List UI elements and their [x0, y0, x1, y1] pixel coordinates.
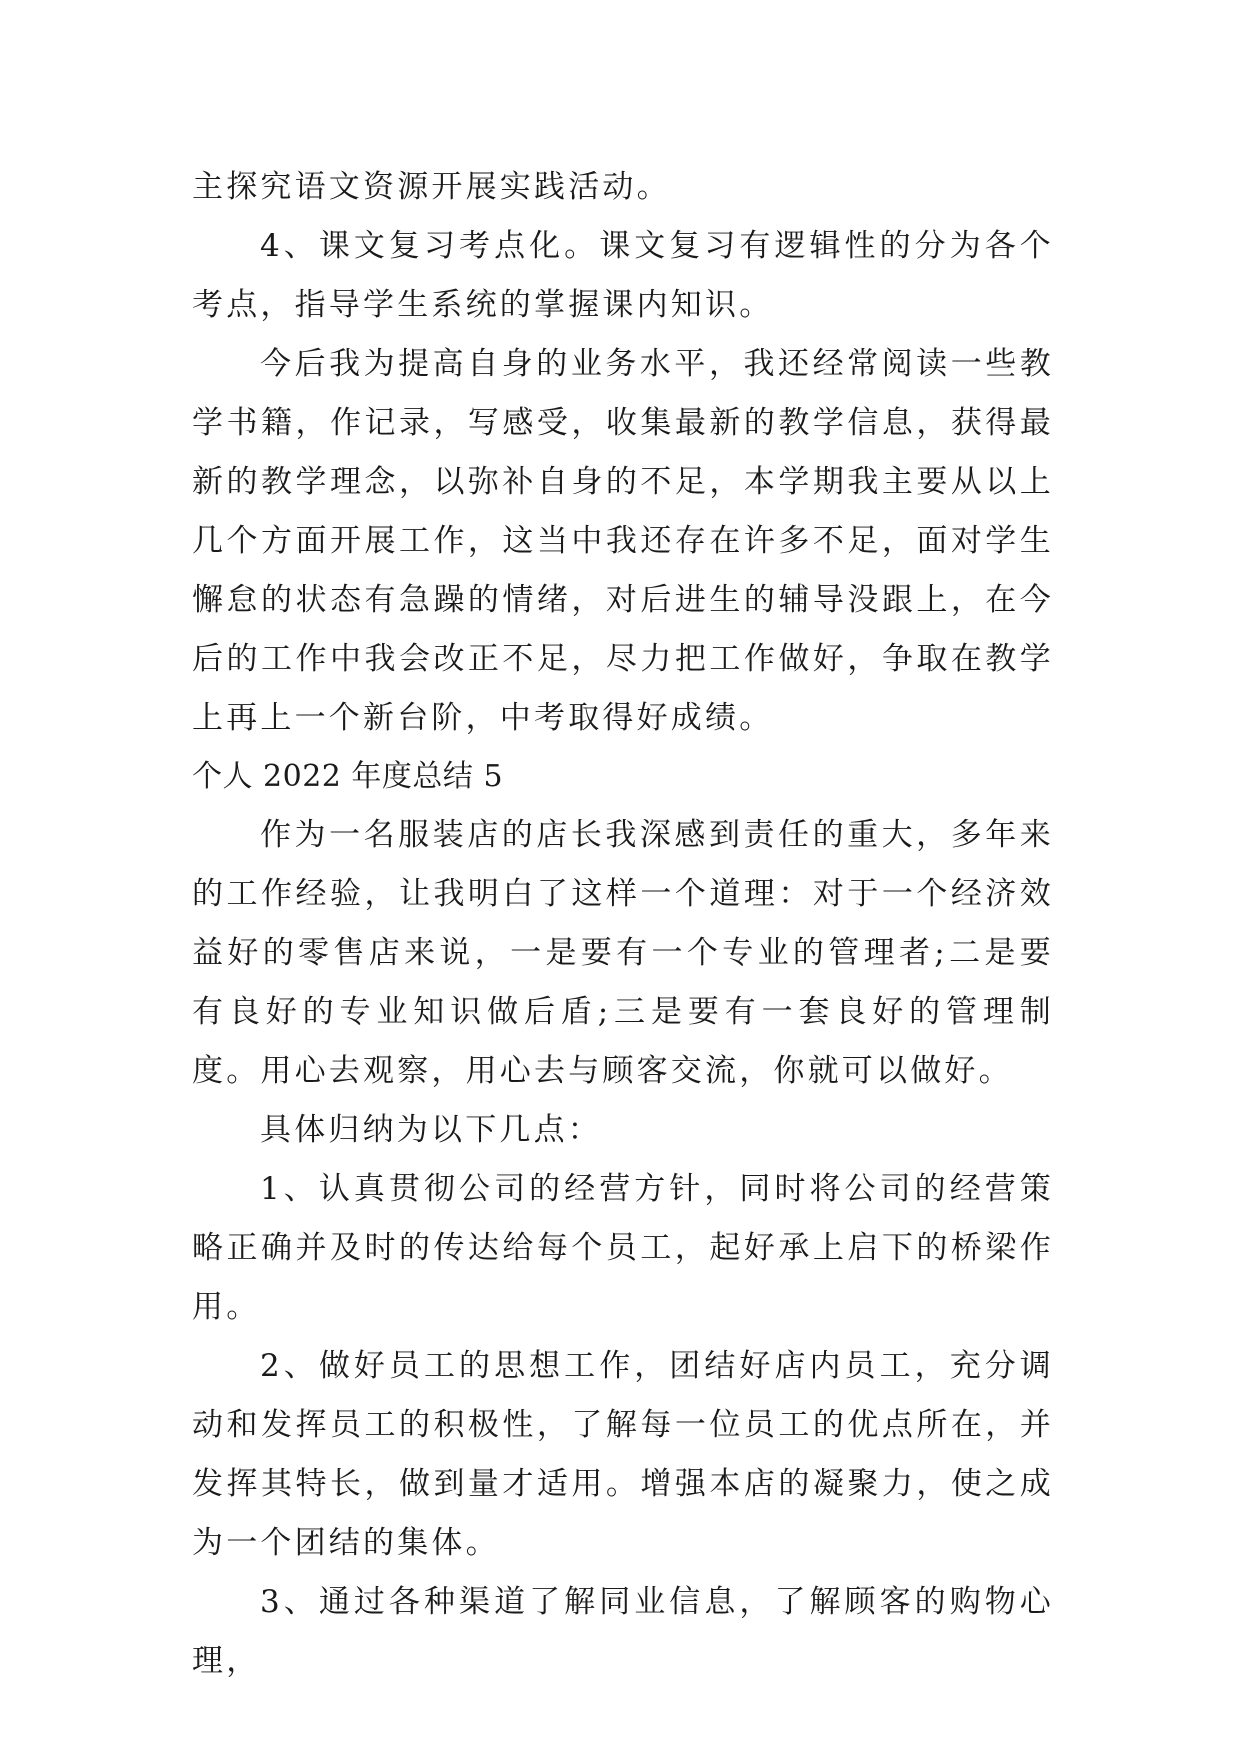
paragraph-item-4-review: 4、课文复习考点化。课文复习有逻辑性的分为各个考点，指导学生系统的掌握课内知识。 — [192, 228, 1054, 323]
document-body — [192, 158, 1054, 1691]
paragraph-practice-activities: 主探究语文资源开展实践活动。 — [192, 169, 671, 205]
paragraph-summary-points-intro: 具体归纳为以下几点： — [260, 1112, 602, 1148]
paragraph-point-2: 2、做好员工的思想工作，团结好店内员工，充分调动和发挥员工的积极性，了解每一位员工的优点所在，并发挥其特长，做到量才适用。增强本店的凝聚力，使之成为一个团结的集体。 — [192, 1348, 1054, 1561]
paragraph-point-3: 3、通过各种渠道了解同业信息，了解顾客的购物心理， — [192, 1584, 1054, 1679]
paragraph-future-plans: 今后我为提高自身的业务水平，我还经常阅读一些教学书籍，作记录，写感受，收集最新的教学信息，获得最新的教学理念，以弥补自身的不足，本学期我主要从以上几个方面开展工作，这当中我还存在许多不足，面对学生懈怠的状态有急躁的情绪，对后进生的辅导没跟上，在今后的工作中我会改正不足，尽力把工作做好，争取在教学上再上一个新台阶，中考取得好成绩。 — [192, 346, 1054, 736]
paragraph-store-manager-intro: 作为一名服装店的店长我深感到责任的重大，多年来的工作经验，让我明白了这样一个道理：对于一个经济效益好的零售店来说，一是要有一个专业的管理者;二是要有良好的专业知识做后盾;三是要有一套良好的管理制度。用心去观察，用心去与顾客交流，你就可以做好。 — [192, 817, 1054, 1089]
paragraph-point-1: 1、认真贯彻公司的经营方针，同时将公司的经营策略正确并及时的传达给每个员工，起好承上启下的桥梁作用。 — [192, 1171, 1054, 1325]
section-heading-summary-5: 个人 2022 年度总结 5 — [192, 759, 504, 794]
